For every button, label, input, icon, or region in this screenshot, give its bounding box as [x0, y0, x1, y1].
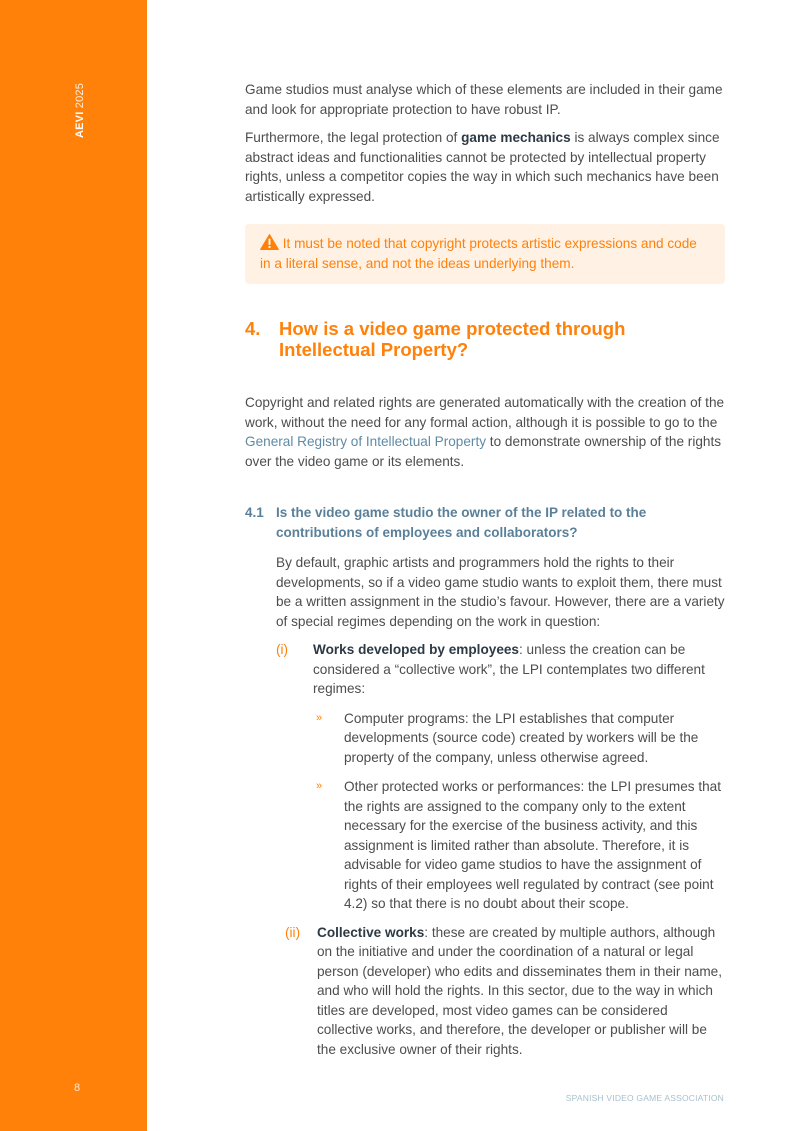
list-item-collective-works — [276, 923, 725, 1060]
subsection-body — [276, 553, 725, 1059]
subsection-title: Is the video game studio the owner of the IP related to the contributions of employees and collaborators? — [276, 505, 647, 540]
bullet-marker-icon: » — [316, 780, 323, 792]
list-marker: (ii) — [285, 924, 301, 940]
footer-text: SPANISH VIDEO GAME ASSOCIATION — [565, 1093, 724, 1103]
text-segment: : unless the creation can be considered a “collective work”, the LPI contemplates two different regimes: — [313, 642, 705, 696]
text-segment: Copyright and related rights are generated automatically with the creation of the work, without the need for any formal action, although it is possible to go to the — [245, 395, 725, 430]
warning-icon — [260, 234, 279, 250]
subsection-number: 4.1 — [245, 505, 264, 520]
list-marker: (i) — [276, 642, 289, 657]
warning-text: It must be noted that copyright protects artistic expressions and code in a literal sense, and not the ideas underlying them. — [260, 236, 697, 271]
bold-game-mechanics: game mechanics — [461, 130, 571, 145]
paragraph-intro: Game studios must analyse which of these elements are included in their game and look for appropriate protection to have robust IP. — [245, 82, 723, 117]
section-title: How is a video game protected through Intellectual Property? — [279, 318, 626, 360]
text-segment: : these are created by multiple authors, although on the initiative and under the coordination of a natural or legal person (developer) who edits and disseminates them in their name, and who will hold the rights. In this sector, due to the way in which titles are developed, most video games can be considered collective works, and therefore, the developer or publisher will be the exclusive owner of their rights. — [317, 924, 723, 1057]
section-number: 4. — [245, 318, 261, 339]
text-segment: to demonstrate ownership of the rights over the video game or its elements. — [245, 434, 722, 469]
sidebar — [0, 0, 147, 1131]
paragraph-copyright — [245, 393, 725, 471]
registry-link[interactable]: General Registry of Intellectual Property — [245, 434, 487, 449]
sidebar-brand-label — [74, 83, 86, 138]
paragraph-default-rights: By default, graphic artists and programmers hold the rights to their developments, so if a video game studio wants to exploit them, there must be a written assignment in the studio’s favour. However, there are a variety of special regimes depending on the work in question: — [276, 555, 725, 629]
main-content — [245, 80, 725, 1059]
brand-year: 2025 — [74, 82, 86, 109]
paragraph-game-mechanics — [245, 128, 725, 206]
text-segment: Furthermore, the legal protection of — [245, 130, 462, 145]
list-item-employees — [276, 640, 725, 699]
subsection-4-1-heading — [245, 503, 725, 543]
list-item-text — [317, 923, 725, 1060]
bullet-text: Computer programs: the LPI establishes that computer developments (source code) created by workers will be the property of the company, unless otherwise agreed. — [344, 710, 699, 765]
bullet-item-computer-programs — [313, 709, 725, 768]
brand-name: AEVI — [74, 111, 86, 138]
bullet-list — [313, 709, 725, 914]
warning-callout — [245, 224, 725, 284]
list-item-text — [313, 640, 725, 699]
bullet-marker-icon: » — [316, 711, 323, 724]
page-number: 8 — [74, 1082, 81, 1094]
bold-term: Collective works — [317, 924, 425, 940]
section-4-heading — [245, 318, 725, 360]
bullet-item-other-works — [313, 777, 725, 914]
bold-term: Works developed by employees — [313, 642, 519, 657]
bullet-text: Other protected works or performances: the LPI presumes that the rights are assigned to the company only to the extent necessary for the exercise of the business activity, and this assignment is limited rather than absolute. Therefore, it is advisable for video game studios to have the assignment of rights of their employees well regulated by contract (see point 4.2) so that there is no doubt about their scope. — [344, 779, 722, 911]
text-segment: is always complex since abstract ideas and functionalities cannot be protected by intellectual property rights, unless a competitor copies the way in which such mechanics have been artistically expressed. — [245, 130, 720, 204]
